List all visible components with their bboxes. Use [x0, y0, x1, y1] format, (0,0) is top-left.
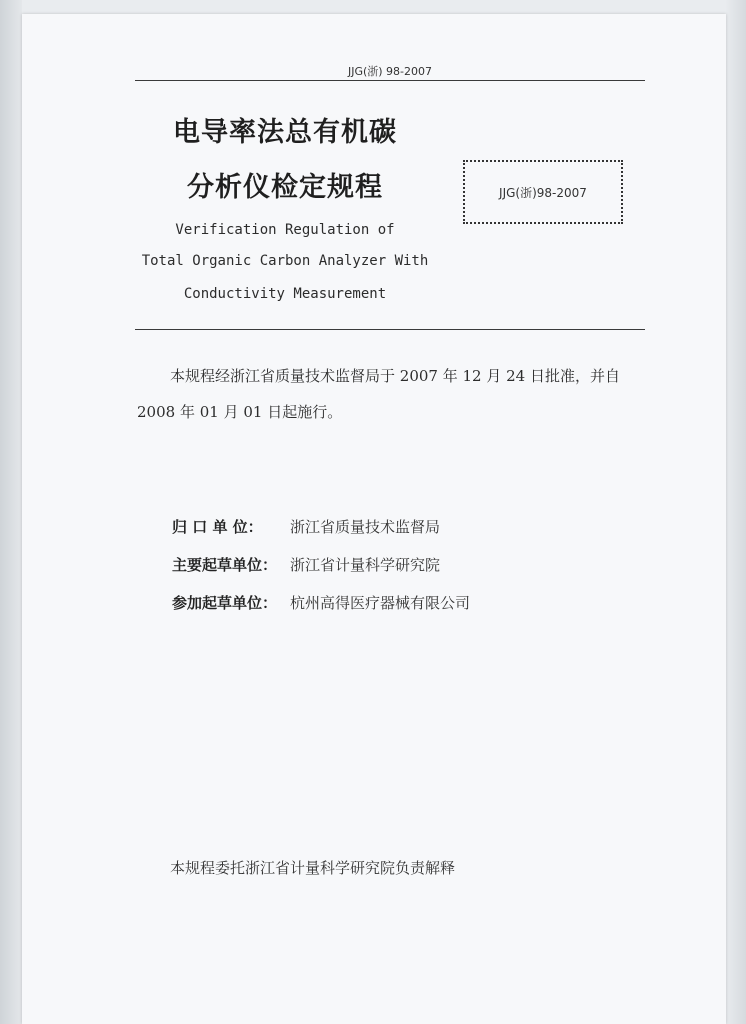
scan-right-edge	[726, 0, 746, 1024]
participating-unit-label: 参加起草单位：	[172, 594, 278, 612]
interpretation-note: 本规程委托浙江省计量科学研究院负责解释	[170, 859, 456, 877]
section-rule	[135, 329, 645, 330]
participating-unit-row	[172, 592, 470, 613]
title-line-1: 电导率法总有机碳	[173, 117, 397, 148]
responsible-unit-row	[172, 516, 440, 537]
title-line-2: 分析仪检定规程	[187, 172, 383, 203]
header-rule	[135, 80, 645, 81]
header-standard-code: JJG(浙) 98-2007	[347, 65, 433, 78]
participating-unit-value: 杭州高得医疗器械有限公司	[290, 594, 471, 612]
approval-statement-line-2: 2008 年 01 月 01 日起施行。	[137, 403, 343, 421]
responsible-unit-label: 归 口 单 位：	[172, 518, 263, 536]
main-drafting-unit-value: 浙江省计量科学研究院	[290, 556, 441, 574]
approval-statement-line-1: 本规程经浙江省质量技术监督局于 2007 年 12 月 24 日批准，并自	[170, 367, 620, 385]
main-drafting-unit-label: 主要起草单位：	[172, 556, 278, 574]
responsible-unit-value: 浙江省质量技术监督局	[290, 518, 441, 536]
main-drafting-unit-row	[172, 554, 440, 575]
standard-code-text: JJG(浙)98-2007	[499, 185, 587, 200]
english-title-line-2: Total Organic Carbon Analyzer With	[141, 253, 429, 269]
english-title-line-1: Verification Regulation of	[175, 222, 395, 238]
standard-code-box	[463, 160, 623, 224]
scan-left-edge	[0, 0, 22, 1024]
english-title-line-3: Conductivity Measurement	[183, 286, 387, 302]
